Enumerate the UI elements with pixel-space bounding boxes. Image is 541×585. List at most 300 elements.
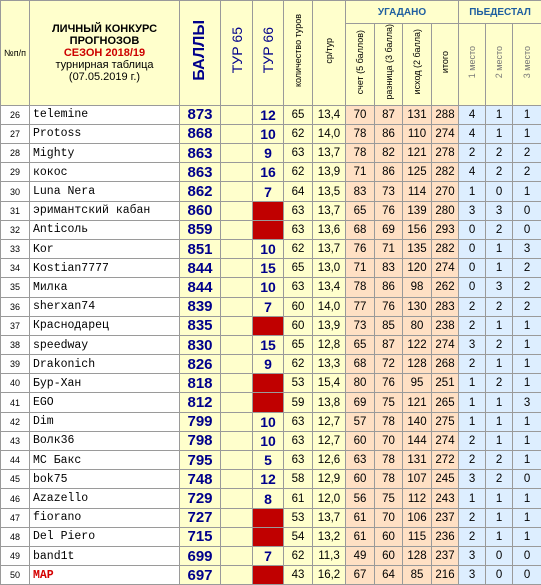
points-cell: 844 bbox=[180, 278, 221, 297]
outcome-cell: 121 bbox=[403, 393, 432, 412]
participant-name: sherxan74 bbox=[30, 297, 180, 316]
place1-cell: 0 bbox=[459, 220, 486, 239]
place1-cell: 1 bbox=[459, 182, 486, 201]
table-row bbox=[1, 259, 541, 278]
outcome-cell: 106 bbox=[403, 508, 432, 527]
outcome-cell: 139 bbox=[403, 201, 432, 220]
place2-cell: 0 bbox=[486, 546, 513, 565]
tour66-cell: 10 bbox=[253, 124, 284, 143]
total-cell: 268 bbox=[432, 355, 459, 374]
row-number: 27 bbox=[1, 124, 30, 143]
outcome-cell: 144 bbox=[403, 431, 432, 450]
col-header-number: №п/п bbox=[1, 1, 30, 106]
place3-cell: 1 bbox=[513, 374, 541, 393]
tour66-cell bbox=[253, 220, 284, 239]
avg-cell: 13,2 bbox=[313, 527, 346, 546]
row-number: 44 bbox=[1, 451, 30, 470]
score-cell: 78 bbox=[346, 278, 375, 297]
row-number: 34 bbox=[1, 259, 30, 278]
tour65-cell bbox=[221, 316, 253, 335]
score-cell: 77 bbox=[346, 297, 375, 316]
points-cell: 862 bbox=[180, 182, 221, 201]
avg-cell: 14,0 bbox=[313, 124, 346, 143]
row-number: 33 bbox=[1, 239, 30, 258]
place2-cell: 1 bbox=[486, 355, 513, 374]
place3-cell: 1 bbox=[513, 527, 541, 546]
table-row bbox=[1, 393, 541, 412]
col-header-place2: 2 место bbox=[486, 24, 513, 106]
place3-cell: 1 bbox=[513, 316, 541, 335]
participant-name: Anticoль bbox=[30, 220, 180, 239]
avg-cell: 14,0 bbox=[313, 297, 346, 316]
tour66-cell bbox=[253, 508, 284, 527]
table-row bbox=[1, 355, 541, 374]
tour65-cell bbox=[221, 335, 253, 354]
col-header-tour65: ТУР 65 bbox=[221, 1, 253, 106]
avg-cell: 13,6 bbox=[313, 220, 346, 239]
avg-cell: 13,7 bbox=[313, 239, 346, 258]
avg-cell: 13,9 bbox=[313, 163, 346, 182]
tour66-cell: 16 bbox=[253, 163, 284, 182]
tour66-cell: 12 bbox=[253, 470, 284, 489]
outcome-cell: 85 bbox=[403, 566, 432, 585]
row-number: 30 bbox=[1, 182, 30, 201]
diff-cell: 87 bbox=[375, 335, 403, 354]
tour65-cell bbox=[221, 546, 253, 565]
total-cell: 274 bbox=[432, 431, 459, 450]
avg-cell: 13,9 bbox=[313, 316, 346, 335]
tour65-cell bbox=[221, 566, 253, 585]
diff-cell: 72 bbox=[375, 355, 403, 374]
place3-cell: 0 bbox=[513, 566, 541, 585]
avg-cell: 12,7 bbox=[313, 412, 346, 431]
table-row bbox=[1, 412, 541, 431]
score-cell: 67 bbox=[346, 566, 375, 585]
score-cell: 68 bbox=[346, 355, 375, 374]
avg-cell: 12,6 bbox=[313, 451, 346, 470]
avg-cell: 13,5 bbox=[313, 182, 346, 201]
col-header-avg: ср/тур bbox=[313, 1, 346, 106]
diff-cell: 86 bbox=[375, 278, 403, 297]
diff-cell: 86 bbox=[375, 124, 403, 143]
table-row bbox=[1, 566, 541, 585]
participant-name: Azazello bbox=[30, 489, 180, 508]
col-header-points: БАЛЛЫ bbox=[180, 1, 221, 106]
outcome-cell: 80 bbox=[403, 316, 432, 335]
points-cell: 812 bbox=[180, 393, 221, 412]
row-number: 29 bbox=[1, 163, 30, 182]
place3-cell: 0 bbox=[513, 220, 541, 239]
participant-name: Kor bbox=[30, 239, 180, 258]
total-cell: 272 bbox=[432, 451, 459, 470]
place1-cell: 2 bbox=[459, 297, 486, 316]
diff-cell: 76 bbox=[375, 374, 403, 393]
place1-cell: 2 bbox=[459, 431, 486, 450]
points-cell: 863 bbox=[180, 144, 221, 163]
points-cell: 863 bbox=[180, 163, 221, 182]
points-cell: 729 bbox=[180, 489, 221, 508]
avg-cell: 16,2 bbox=[313, 566, 346, 585]
outcome-cell: 112 bbox=[403, 489, 432, 508]
participant-name: EGO bbox=[30, 393, 180, 412]
tours-count-cell: 62 bbox=[284, 239, 313, 258]
col-header-tours-count: количество туров bbox=[284, 1, 313, 106]
outcome-cell: 120 bbox=[403, 259, 432, 278]
place2-cell: 2 bbox=[486, 451, 513, 470]
place2-cell: 1 bbox=[486, 124, 513, 143]
table-row bbox=[1, 527, 541, 546]
diff-cell: 78 bbox=[375, 451, 403, 470]
row-number: 37 bbox=[1, 316, 30, 335]
avg-cell: 12,0 bbox=[313, 489, 346, 508]
outcome-cell: 128 bbox=[403, 546, 432, 565]
total-cell: 283 bbox=[432, 297, 459, 316]
diff-cell: 71 bbox=[375, 239, 403, 258]
tour66-cell: 8 bbox=[253, 489, 284, 508]
points-cell: 851 bbox=[180, 239, 221, 258]
avg-cell: 13,7 bbox=[313, 144, 346, 163]
tour66-cell bbox=[253, 566, 284, 585]
outcome-cell: 128 bbox=[403, 355, 432, 374]
place2-cell: 0 bbox=[486, 566, 513, 585]
place1-cell: 1 bbox=[459, 412, 486, 431]
total-cell: 288 bbox=[432, 105, 459, 124]
place1-cell: 0 bbox=[459, 278, 486, 297]
table-row bbox=[1, 335, 541, 354]
place2-cell: 1 bbox=[486, 393, 513, 412]
col-header-place1: 1 место bbox=[459, 24, 486, 106]
outcome-cell: 130 bbox=[403, 297, 432, 316]
tours-count-cell: 53 bbox=[284, 508, 313, 527]
tour65-cell bbox=[221, 239, 253, 258]
place2-cell: 3 bbox=[486, 201, 513, 220]
row-number: 40 bbox=[1, 374, 30, 393]
place3-cell: 2 bbox=[513, 259, 541, 278]
tour65-cell bbox=[221, 278, 253, 297]
tour65-cell bbox=[221, 431, 253, 450]
points-cell: 844 bbox=[180, 259, 221, 278]
place2-cell: 2 bbox=[486, 163, 513, 182]
outcome-cell: 114 bbox=[403, 182, 432, 201]
tours-count-cell: 62 bbox=[284, 163, 313, 182]
score-cell: 80 bbox=[346, 374, 375, 393]
place2-cell: 2 bbox=[486, 470, 513, 489]
place2-cell: 0 bbox=[486, 182, 513, 201]
col-header-tour66: ТУР 66 bbox=[253, 1, 284, 106]
place3-cell: 2 bbox=[513, 144, 541, 163]
place1-cell: 3 bbox=[459, 470, 486, 489]
tours-count-cell: 62 bbox=[284, 546, 313, 565]
place3-cell: 3 bbox=[513, 239, 541, 258]
participant-name: Бур-Хан bbox=[30, 374, 180, 393]
tour65-cell bbox=[221, 508, 253, 527]
diff-cell: 86 bbox=[375, 163, 403, 182]
score-cell: 60 bbox=[346, 431, 375, 450]
participant-name: Mighty bbox=[30, 144, 180, 163]
tours-count-cell: 62 bbox=[284, 355, 313, 374]
place1-cell: 3 bbox=[459, 335, 486, 354]
participant-name: Del Piero bbox=[30, 527, 180, 546]
tour65-cell bbox=[221, 470, 253, 489]
participant-name: кокос bbox=[30, 163, 180, 182]
diff-cell: 76 bbox=[375, 201, 403, 220]
row-number: 31 bbox=[1, 201, 30, 220]
tour66-cell: 15 bbox=[253, 259, 284, 278]
tours-count-cell: 60 bbox=[284, 297, 313, 316]
total-cell: 237 bbox=[432, 546, 459, 565]
row-number: 48 bbox=[1, 527, 30, 546]
diff-cell: 83 bbox=[375, 259, 403, 278]
place2-cell: 3 bbox=[486, 278, 513, 297]
tour65-cell bbox=[221, 355, 253, 374]
diff-cell: 73 bbox=[375, 182, 403, 201]
total-cell: 245 bbox=[432, 470, 459, 489]
points-cell: 699 bbox=[180, 546, 221, 565]
tours-count-cell: 61 bbox=[284, 489, 313, 508]
row-number: 38 bbox=[1, 335, 30, 354]
points-cell: 818 bbox=[180, 374, 221, 393]
outcome-cell: 131 bbox=[403, 105, 432, 124]
tour66-cell bbox=[253, 374, 284, 393]
tour65-cell bbox=[221, 297, 253, 316]
place3-cell: 0 bbox=[513, 201, 541, 220]
place1-cell: 3 bbox=[459, 201, 486, 220]
place3-cell: 1 bbox=[513, 335, 541, 354]
tours-count-cell: 63 bbox=[284, 431, 313, 450]
participant-name: МАР bbox=[30, 566, 180, 585]
score-cell: 61 bbox=[346, 527, 375, 546]
place3-cell: 2 bbox=[513, 163, 541, 182]
score-cell: 83 bbox=[346, 182, 375, 201]
place1-cell: 4 bbox=[459, 163, 486, 182]
tour65-cell bbox=[221, 374, 253, 393]
tour66-cell bbox=[253, 527, 284, 546]
score-cell: 70 bbox=[346, 105, 375, 124]
place1-cell: 3 bbox=[459, 546, 486, 565]
table-row bbox=[1, 508, 541, 527]
col-header-score: счет (5 баллов) bbox=[346, 24, 375, 106]
avg-cell: 15,4 bbox=[313, 374, 346, 393]
score-cell: 57 bbox=[346, 412, 375, 431]
diff-cell: 78 bbox=[375, 470, 403, 489]
table-row bbox=[1, 124, 541, 143]
score-cell: 60 bbox=[346, 470, 375, 489]
place1-cell: 2 bbox=[459, 451, 486, 470]
table-row bbox=[1, 278, 541, 297]
tour65-cell bbox=[221, 527, 253, 546]
place1-cell: 3 bbox=[459, 566, 486, 585]
avg-cell: 13,4 bbox=[313, 278, 346, 297]
points-cell: 859 bbox=[180, 220, 221, 239]
diff-cell: 60 bbox=[375, 546, 403, 565]
total-cell: 216 bbox=[432, 566, 459, 585]
place3-cell: 1 bbox=[513, 412, 541, 431]
table-row bbox=[1, 316, 541, 335]
place2-cell: 1 bbox=[486, 316, 513, 335]
row-number: 49 bbox=[1, 546, 30, 565]
points-cell: 799 bbox=[180, 412, 221, 431]
points-cell: 860 bbox=[180, 201, 221, 220]
place2-cell: 2 bbox=[486, 220, 513, 239]
table-row bbox=[1, 431, 541, 450]
place1-cell: 2 bbox=[459, 508, 486, 527]
participant-name: telemine bbox=[30, 105, 180, 124]
row-number: 45 bbox=[1, 470, 30, 489]
score-cell: 78 bbox=[346, 144, 375, 163]
table-row bbox=[1, 546, 541, 565]
score-cell: 65 bbox=[346, 201, 375, 220]
tour65-cell bbox=[221, 201, 253, 220]
score-cell: 68 bbox=[346, 220, 375, 239]
place1-cell: 1 bbox=[459, 489, 486, 508]
avg-cell: 11,3 bbox=[313, 546, 346, 565]
points-cell: 715 bbox=[180, 527, 221, 546]
place3-cell: 1 bbox=[513, 431, 541, 450]
tours-count-cell: 63 bbox=[284, 412, 313, 431]
points-cell: 830 bbox=[180, 335, 221, 354]
place2-cell: 1 bbox=[486, 489, 513, 508]
table-subtitle: турнирная таблица bbox=[30, 59, 179, 71]
total-cell: 237 bbox=[432, 508, 459, 527]
place3-cell: 1 bbox=[513, 355, 541, 374]
tour66-cell: 7 bbox=[253, 297, 284, 316]
diff-cell: 70 bbox=[375, 431, 403, 450]
table-row bbox=[1, 105, 541, 124]
table-title bbox=[30, 1, 180, 106]
row-number: 35 bbox=[1, 278, 30, 297]
row-number: 47 bbox=[1, 508, 30, 527]
row-number: 50 bbox=[1, 566, 30, 585]
place3-cell: 1 bbox=[513, 489, 541, 508]
outcome-cell: 131 bbox=[403, 451, 432, 470]
tour66-cell: 10 bbox=[253, 278, 284, 297]
tour65-cell bbox=[221, 105, 253, 124]
place1-cell: 0 bbox=[459, 239, 486, 258]
place1-cell: 0 bbox=[459, 259, 486, 278]
tour65-cell bbox=[221, 220, 253, 239]
total-cell: 274 bbox=[432, 259, 459, 278]
outcome-cell: 140 bbox=[403, 412, 432, 431]
place1-cell: 1 bbox=[459, 393, 486, 412]
table-date: (07.05.2019 г.) bbox=[30, 71, 179, 83]
place3-cell: 2 bbox=[513, 278, 541, 297]
outcome-cell: 95 bbox=[403, 374, 432, 393]
tour66-cell: 10 bbox=[253, 412, 284, 431]
place3-cell: 1 bbox=[513, 182, 541, 201]
score-cell: 65 bbox=[346, 335, 375, 354]
table-row bbox=[1, 374, 541, 393]
tours-count-cell: 53 bbox=[284, 374, 313, 393]
participant-name: band1t bbox=[30, 546, 180, 565]
table-row bbox=[1, 489, 541, 508]
outcome-cell: 107 bbox=[403, 470, 432, 489]
place1-cell: 2 bbox=[459, 144, 486, 163]
tour66-cell: 15 bbox=[253, 335, 284, 354]
title-line-1: ЛИЧНЫЙ КОНКУРС bbox=[30, 23, 179, 35]
avg-cell: 12,8 bbox=[313, 335, 346, 354]
tour66-cell bbox=[253, 393, 284, 412]
place3-cell: 1 bbox=[513, 451, 541, 470]
participant-name: fiorano bbox=[30, 508, 180, 527]
outcome-cell: 98 bbox=[403, 278, 432, 297]
diff-cell: 85 bbox=[375, 316, 403, 335]
row-number: 26 bbox=[1, 105, 30, 124]
total-cell: 282 bbox=[432, 163, 459, 182]
table-row bbox=[1, 201, 541, 220]
row-number: 39 bbox=[1, 355, 30, 374]
col-header-total: итого bbox=[432, 24, 459, 106]
table-row bbox=[1, 297, 541, 316]
total-cell: 275 bbox=[432, 412, 459, 431]
tours-count-cell: 64 bbox=[284, 182, 313, 201]
tour65-cell bbox=[221, 182, 253, 201]
score-cell: 61 bbox=[346, 508, 375, 527]
participant-name: Волк36 bbox=[30, 431, 180, 450]
place2-cell: 2 bbox=[486, 335, 513, 354]
place2-cell: 1 bbox=[486, 412, 513, 431]
points-cell: 748 bbox=[180, 470, 221, 489]
place2-cell: 2 bbox=[486, 144, 513, 163]
participant-name: Милка bbox=[30, 278, 180, 297]
participant-name: Kostian7777 bbox=[30, 259, 180, 278]
place2-cell: 1 bbox=[486, 105, 513, 124]
score-cell: 71 bbox=[346, 163, 375, 182]
tour65-cell bbox=[221, 163, 253, 182]
score-cell: 73 bbox=[346, 316, 375, 335]
tours-count-cell: 62 bbox=[284, 124, 313, 143]
participant-name: Dim bbox=[30, 412, 180, 431]
diff-cell: 78 bbox=[375, 412, 403, 431]
tour66-cell: 7 bbox=[253, 546, 284, 565]
tour66-cell: 12 bbox=[253, 105, 284, 124]
participant-name: Luna Nera bbox=[30, 182, 180, 201]
group-header-podium: ПЬЕДЕСТАЛ bbox=[459, 1, 541, 24]
row-number: 46 bbox=[1, 489, 30, 508]
diff-cell: 82 bbox=[375, 144, 403, 163]
total-cell: 278 bbox=[432, 144, 459, 163]
tours-count-cell: 58 bbox=[284, 470, 313, 489]
avg-cell: 13,8 bbox=[313, 393, 346, 412]
score-cell: 56 bbox=[346, 489, 375, 508]
tour66-cell: 9 bbox=[253, 355, 284, 374]
avg-cell: 12,9 bbox=[313, 470, 346, 489]
row-number: 36 bbox=[1, 297, 30, 316]
tours-count-cell: 65 bbox=[284, 335, 313, 354]
place3-cell: 2 bbox=[513, 297, 541, 316]
row-number: 28 bbox=[1, 144, 30, 163]
tour65-cell bbox=[221, 144, 253, 163]
score-cell: 63 bbox=[346, 451, 375, 470]
place2-cell: 2 bbox=[486, 374, 513, 393]
place2-cell: 2 bbox=[486, 297, 513, 316]
diff-cell: 64 bbox=[375, 566, 403, 585]
score-cell: 76 bbox=[346, 239, 375, 258]
total-cell: 293 bbox=[432, 220, 459, 239]
participant-name: Drakonich bbox=[30, 355, 180, 374]
tour66-cell: 10 bbox=[253, 431, 284, 450]
table-row bbox=[1, 144, 541, 163]
tours-count-cell: 63 bbox=[284, 144, 313, 163]
avg-cell: 13,3 bbox=[313, 355, 346, 374]
total-cell: 251 bbox=[432, 374, 459, 393]
tours-count-cell: 63 bbox=[284, 201, 313, 220]
tours-count-cell: 65 bbox=[284, 259, 313, 278]
col-header-outcome: исход (2 балла) bbox=[403, 24, 432, 106]
diff-cell: 87 bbox=[375, 105, 403, 124]
tours-count-cell: 63 bbox=[284, 278, 313, 297]
tour66-cell: 7 bbox=[253, 182, 284, 201]
participant-name: speedway bbox=[30, 335, 180, 354]
